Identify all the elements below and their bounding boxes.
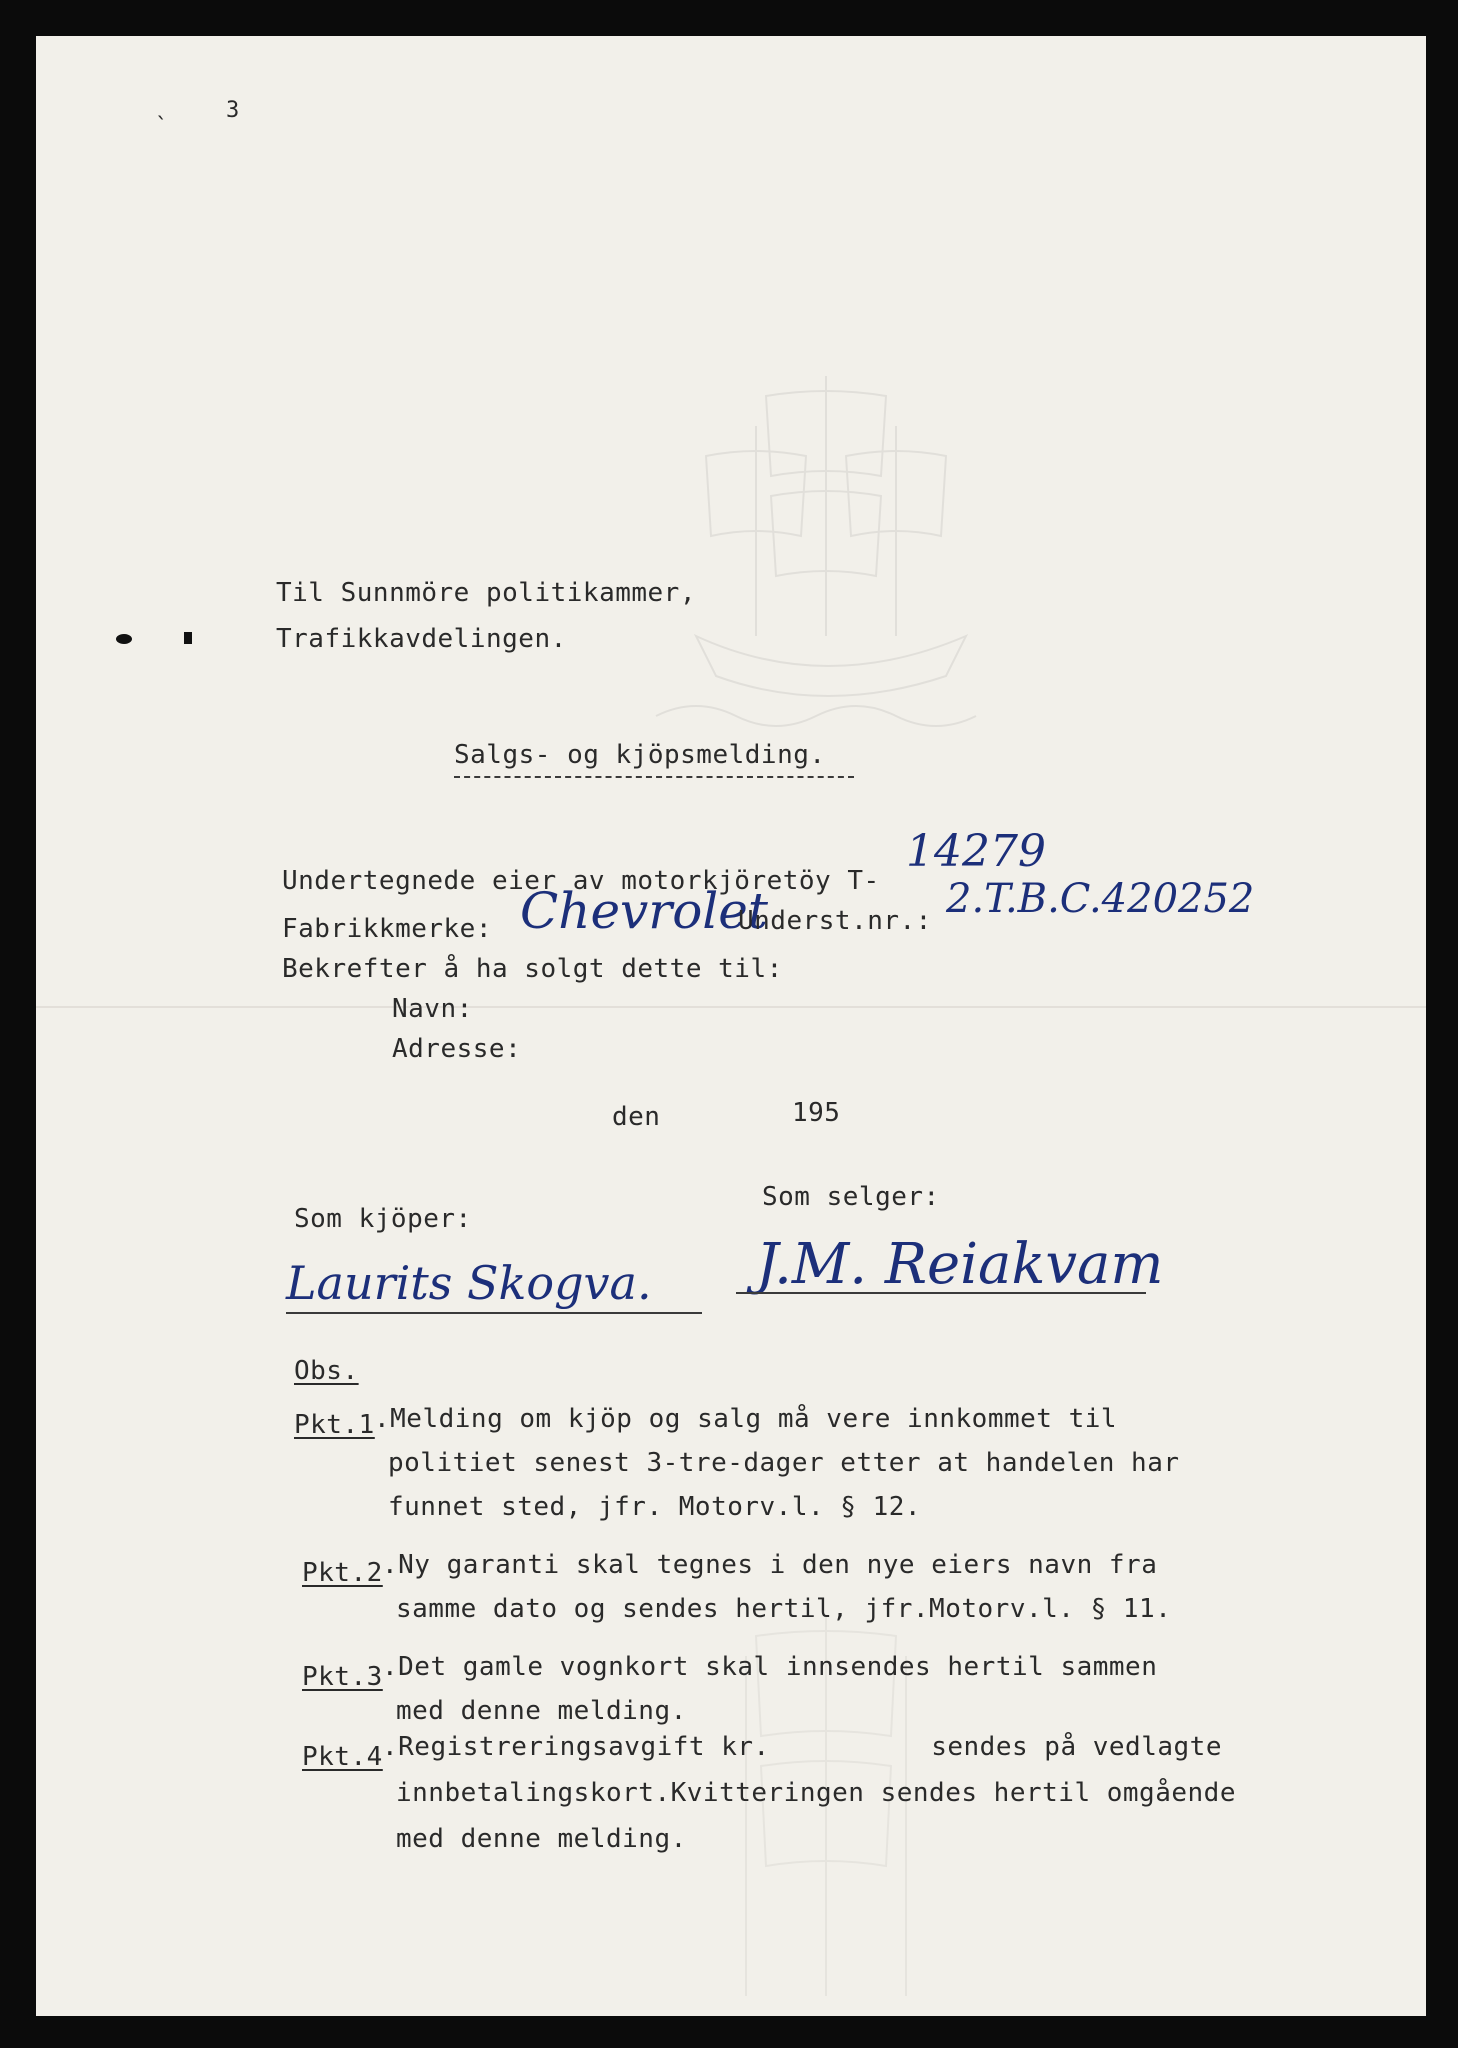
obs-point-3-label: Pkt.3 (302, 1662, 383, 1692)
chassis-number: 2.T.B.C.420252 (946, 876, 1255, 922)
buyer-label: Som kjöper: (294, 1204, 472, 1234)
corner-mark-left: ˎ (154, 94, 168, 119)
obs-point-4-line-3: med denne melding. (396, 1824, 687, 1854)
corner-mark-right: 3 (226, 98, 240, 123)
ship-watermark (636, 336, 1016, 756)
buyer-signature-line (286, 1312, 702, 1314)
obs-point-2-line-2: samme dato og sendes hertil, jfr.Motorv.l. § 11. (396, 1594, 1172, 1624)
paper-fold (36, 1006, 1426, 1008)
seller-signature-line (736, 1292, 1146, 1294)
obs-point-4-line-2: innbetalingskort.Kvitteringen sendes hertil omgående (396, 1778, 1236, 1808)
confirm-text: Bekrefter å ha solgt dette til: (282, 954, 783, 984)
buyer-signature: Laurits Skogva. (286, 1256, 652, 1310)
title-underline (454, 776, 854, 778)
recipient-line-2: Trafikkavdelingen. (276, 624, 567, 654)
owner-registration-number: 14279 (906, 826, 1046, 877)
obs-heading: Obs. (294, 1356, 359, 1386)
make-value: Chevrolet (520, 882, 768, 940)
obs-point-1-line-2: politiet senest 3-tre-dager etter at handelen har (388, 1448, 1180, 1478)
chassis-label: Underst.nr.: (738, 906, 932, 936)
date-year: 195 (792, 1098, 841, 1128)
seller-signature: J.M. Reiakvam (756, 1232, 1164, 1297)
make-label: Fabrikkmerke: (282, 914, 492, 944)
obs-point-1-label: Pkt.1 (294, 1410, 375, 1440)
obs-point-4-label: Pkt.4 (302, 1742, 383, 1772)
form-title: Salgs- og kjöpsmelding. (454, 740, 826, 770)
name-label: Navn: (392, 994, 473, 1024)
seller-label: Som selger: (762, 1182, 940, 1212)
obs-point-3-line-1: .Det gamle vognkort skal innsendes hertil sammen (382, 1652, 1158, 1682)
owner-label: Undertegnede eier av motorkjöretöy T- (282, 866, 880, 896)
obs-point-3-line-2: med denne melding. (396, 1696, 687, 1726)
obs-point-1-line-1: .Melding om kjöp og salg må vere innkommet til (374, 1404, 1118, 1434)
obs-point-1-line-3: funnet sted, jfr. Motorv.l. § 12. (388, 1492, 922, 1522)
punch-hole-left (116, 634, 132, 644)
obs-point-2-label: Pkt.2 (302, 1558, 383, 1588)
address-label: Adresse: (392, 1034, 522, 1064)
obs-point-2-line-1: .Ny garanti skal tegnes i den nye eiers navn fra (382, 1550, 1158, 1580)
date-den: den (612, 1102, 661, 1132)
punch-hole-right (184, 632, 192, 644)
recipient-line-1: Til Sunnmöre politikammer, (276, 578, 696, 608)
document-page (36, 36, 1426, 2016)
obs-point-4-line-1: .Registreringsavgift kr. sendes på vedlagte (382, 1732, 1222, 1762)
